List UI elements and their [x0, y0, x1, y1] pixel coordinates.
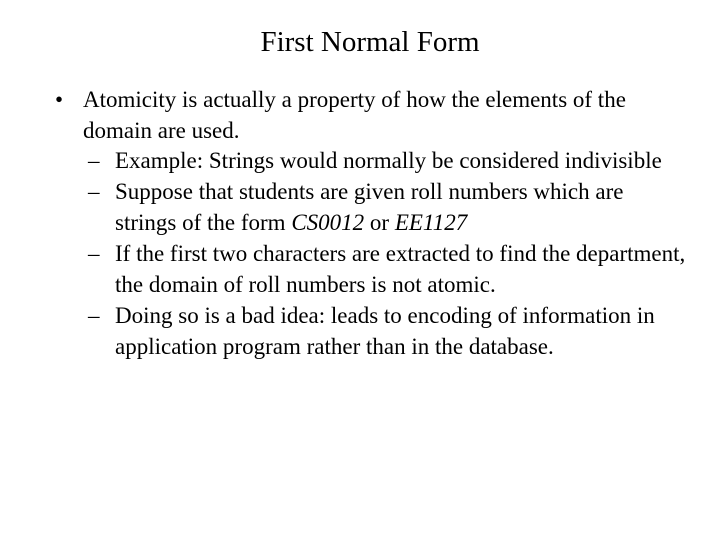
slide-title: First Normal Form [260, 26, 480, 58]
sub-bullet-bad-idea [88, 300, 688, 362]
roll-number-connector: or [364, 210, 395, 235]
sub-bullet-text: If the first two characters are extracted to find the department, the domain of roll numbers is not atomic. [115, 241, 686, 297]
roll-number-example-cs: CS0012 [291, 210, 365, 235]
dash-marker: – [88, 241, 100, 266]
sub-bullet-text: Doing so is a bad idea: leads to encoding of information in application program rather than in the database. [115, 303, 655, 359]
sub-bullet-text: Example: Strings would normally be considered indivisible [115, 148, 662, 173]
sub-bullet-list [88, 145, 688, 362]
sub-bullet-roll-numbers [88, 176, 688, 238]
sub-bullet-extraction [88, 238, 688, 300]
sub-bullet-example [88, 145, 688, 176]
main-bullet-text: Atomicity is actually a property of how the elements of the domain are used. [83, 87, 626, 143]
dash-marker: – [88, 148, 100, 173]
sub-bullet-text [115, 176, 688, 238]
bullet-marker: • [55, 87, 64, 112]
roll-number-prefix: Suppose that students are given roll numbers which are strings of the form [115, 179, 624, 235]
dash-marker: – [88, 303, 100, 328]
main-bullet [55, 84, 675, 146]
dash-marker: – [88, 179, 100, 204]
roll-number-example-ee: EE1127 [394, 210, 468, 235]
